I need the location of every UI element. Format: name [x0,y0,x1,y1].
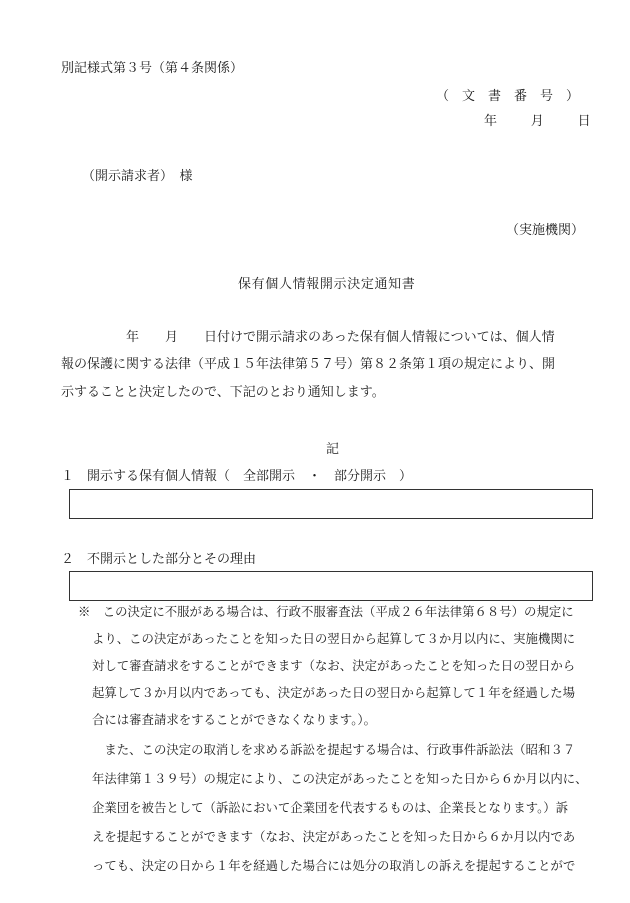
date-line: 年 月 日 [484,114,594,129]
note-line: また、この決定の取消しを求める訴訟を提起する場合は、行政事件訴訟法（昭和３７ [92,742,576,757]
item-2-box [69,571,593,601]
note-line: えを提起することができます（なお、決定があったことを知った日から６か月以内であ [92,829,576,844]
document-number: （ 文 書 番 号 ） [436,89,580,104]
note-line: 起算して３か月以内であっても、決定があった日の翌日から起算して１年を経過した場 [92,685,575,700]
addressee: （開示請求者） 様 [82,169,193,184]
item-1-box [69,489,593,519]
note-line: っても、決定の日から１年を経過した場合には処分の取消しの訴えを提起することがで [92,858,576,873]
body-line: 示することと決定したので、下記のとおり通知します。 [61,385,385,400]
note-line: 年法律第１３９号）の規定により、この決定があったことを知った日から６か月以内に、 [92,771,588,786]
note-line: より、この決定があったことを知った日の翌日から起算して３か月以内に、実施機関に [92,631,576,646]
note-line: 対して審査請求をすることができます（なお、決定があったことを知った日の翌日から [92,658,576,673]
page-title: 保有個人情報開示決定通知書 [238,277,416,292]
item-2-heading: ２ 不開示とした部分とその理由 [61,552,257,567]
note-line: ※ この決定に不服がある場合は、行政不服審査法（平成２６年法律第６８号）の規定に [78,604,574,619]
issuer: （実施機関） [506,223,585,238]
ki-heading: 記 [326,442,340,457]
note-line: 企業団を被告として（訴訟において企業団を代表するものは、企業長となります。）訴 [92,800,569,815]
body-line: 年 月 日付けで開示請求のあった保有個人情報については、個人情 [61,330,555,345]
body-line: 報の保護に関する法律（平成１５年法律第５７号）第８２条第１項の規定により、開 [61,357,556,372]
form-label: 別記様式第３号（第４条関係） [61,61,244,76]
item-1-heading: １ 開示する保有個人情報（ 全部開示 ・ 部分開示 ） [61,469,413,484]
note-line: 合には審査請求をすることができなくなります。）。 [92,712,376,727]
